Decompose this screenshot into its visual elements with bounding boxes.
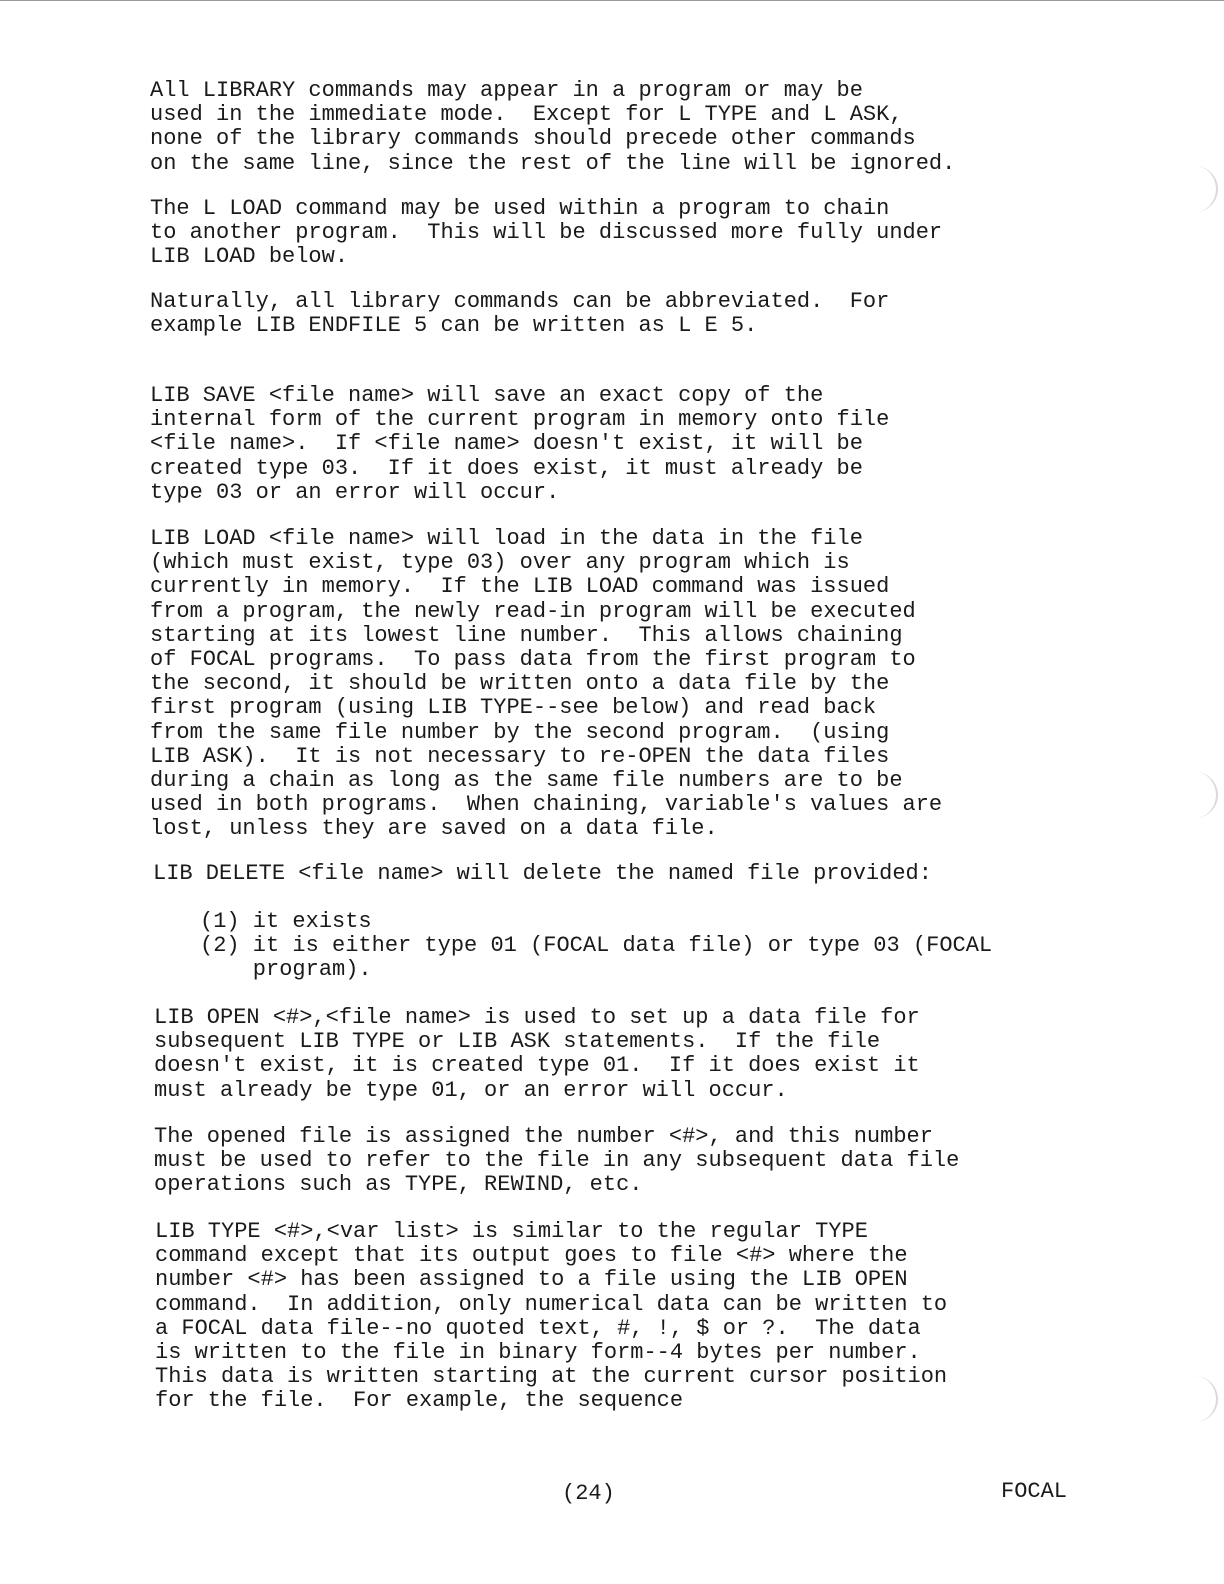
paragraph-abbreviation: Naturally, all library commands can be abbreviated. For example LIB ENDFILE 5 can be written as L E 5.: [150, 289, 890, 339]
paragraph-l-load-chain: The L LOAD command may be used within a program to chain to another program. This will be discussed more fully under LIB LOAD below.: [150, 196, 943, 270]
paragraph-lib-save: LIB SAVE <file name> will save an exact copy of the internal form of the current program in memory onto file <file name>. If <file name> doesn't exist, it will be created type 03. If it does exist, it must already be type 03 or an error will occur.: [150, 383, 890, 505]
list-item-condition-1: (1) it exists: [200, 909, 372, 934]
punch-hole-mark: [1186, 1376, 1218, 1422]
paragraph-opened-file-number: The opened file is assigned the number <#>, and this number must be used to refer to the file in any subsequent data file operations such as TYPE, REWIND, etc.: [154, 1124, 960, 1198]
page-number: (24): [562, 1481, 615, 1506]
paragraph-lib-type: LIB TYPE <#>,<var list> is similar to the regular TYPE command except that its output goes to file <#> where the number <#> has been assigned to a file using the LIB OPEN command. In addition, only numerical data can be written to a FOCAL data file--no quoted text, #, !, $ or ?. The data is written to the file in binary form--4 bytes per number. This data is written starting at the current cursor position for the file. For example, the sequence: [155, 1219, 948, 1414]
paragraph-lib-load: LIB LOAD <file name> will load in the data in the file (which must exist, type 03) over any program which is currently in memory. If the LIB LOAD command was issued from a program, the newly read-in program will be executed starting at its lowest line number. This allows chaining of FOCAL programs. To pass data from the first program to the second, it should be written onto a data file by the first program (using LIB TYPE--see below) and read back from the same file number by the second program. (using LIB ASK). It is not necessary to re-OPEN the data files during a chain as long as the same file numbers are to be used in both programs. When chaining, variable's values are lost, unless they are saved on a data file.: [150, 526, 943, 842]
paragraph-library-commands-intro: All LIBRARY commands may appear in a program or may be used in the immediate mode. Except for L TYPE and L ASK, none of the library commands should precede other commands on the same line, since the rest of the line will be ignored.: [150, 78, 956, 176]
punch-hole-mark: [1186, 166, 1218, 212]
section-label: FOCAL: [1001, 1479, 1068, 1504]
paragraph-lib-delete: LIB DELETE <file name> will delete the named file provided:: [153, 861, 932, 886]
paragraph-lib-open: LIB OPEN <#>,<file name> is used to set up a data file for subsequent LIB TYPE or LIB ASK statements. If the file doesn't exist, it is created type 01. If it does exist it must already be type 01, or an error will occur.: [154, 1005, 920, 1103]
punch-hole-mark: [1186, 772, 1218, 818]
page-top-edge: [0, 0, 1224, 1]
list-item-condition-2: (2) it is either type 01 (FOCAL data file) or type 03 (FOCAL program).: [200, 933, 993, 983]
